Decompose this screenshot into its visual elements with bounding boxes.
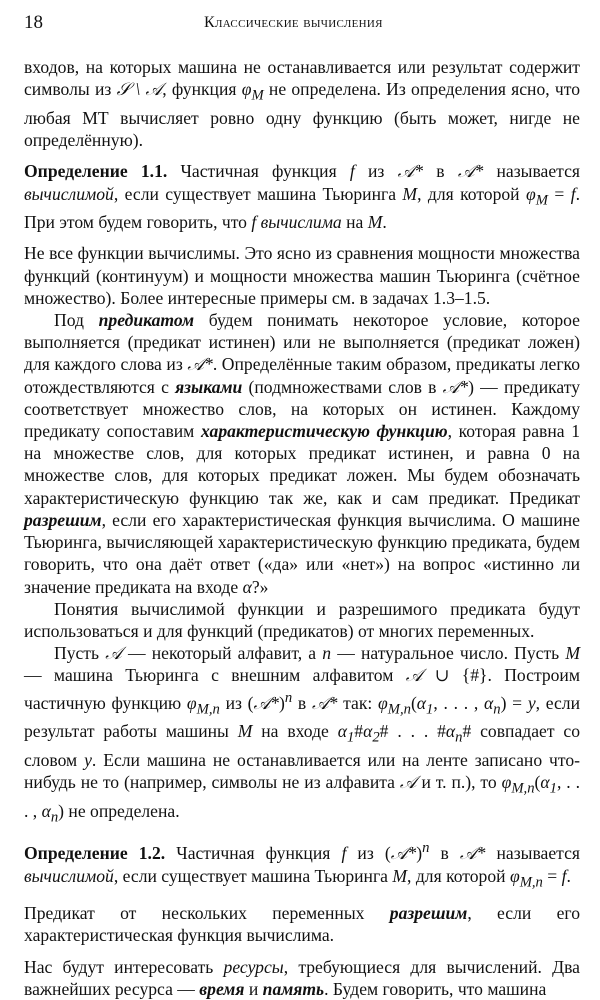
spacer bbox=[24, 828, 580, 837]
math-symbol: f bbox=[251, 212, 257, 233]
math-subscript: M,n bbox=[519, 874, 543, 891]
text-run: в bbox=[423, 161, 458, 182]
text-run: = bbox=[542, 865, 562, 886]
paragraph-computability bbox=[24, 242, 580, 309]
math-symbol: φ bbox=[378, 692, 388, 713]
text-run: Под bbox=[54, 310, 99, 331]
text-run: на входе bbox=[252, 721, 338, 742]
text-run: называется bbox=[483, 161, 580, 182]
text-run: ) = bbox=[500, 692, 528, 713]
text-run: , требующиеся для вычислений. Два важнейших ресурса — bbox=[24, 956, 580, 999]
spacer bbox=[24, 151, 580, 160]
math-symbol: f bbox=[341, 843, 347, 864]
text-run: # bbox=[354, 721, 364, 742]
text-run: . bbox=[382, 212, 387, 233]
text-run: не определена. Из определения ясно, что любая МТ вычисляет ровно одну функцию (быть может, нигде не определённую). bbox=[24, 79, 581, 151]
definition-1-2 bbox=[24, 837, 580, 893]
math-symbol: 𝒜* bbox=[442, 376, 469, 397]
math-subscript: M,n bbox=[196, 700, 220, 717]
math-symbol: 𝒜* bbox=[459, 843, 486, 864]
text-run: в bbox=[292, 692, 312, 713]
defined-term: языками bbox=[175, 376, 243, 397]
text-run: # . . . # bbox=[379, 721, 446, 742]
math-symbol: φ bbox=[509, 865, 520, 886]
text-run: ) bbox=[278, 692, 285, 713]
running-title: Классические вычисления bbox=[204, 14, 383, 31]
math-symbol: 𝒜* bbox=[397, 161, 424, 182]
text-run: , которая равна 1 на множестве слов, для которых предикат истинен, и равна 0 на множестве слов, для которых предикат ложен. Мы будем обозначать характеристическую функцию так же, как и сам предикат. Предикат bbox=[24, 421, 580, 508]
text-run: — некоторый алфавит, а bbox=[121, 643, 323, 664]
text-run: из ( bbox=[219, 692, 254, 713]
math-symbol: f bbox=[349, 161, 355, 182]
text-run: — машина Тьюринга с внешним алфавитом bbox=[24, 665, 406, 686]
math-symbol: α bbox=[416, 692, 427, 713]
emphasized-term: вычислимой bbox=[24, 183, 114, 204]
text-run: входов, на которых машина не останавливается или результат содержит символы из bbox=[24, 57, 580, 100]
math-subscript: n bbox=[50, 809, 59, 826]
text-run: Частичная функция bbox=[165, 843, 342, 864]
defined-term: предикатом bbox=[98, 310, 195, 331]
text-run: . При этом будем говорить, что bbox=[24, 183, 580, 233]
text-run: Понятия вычислимой функции и разрешимого предиката будут использоваться и для функций (предикатов) от многих переменных. bbox=[24, 598, 580, 641]
math-symbol: α bbox=[540, 772, 550, 793]
math-subscript: M,n bbox=[387, 700, 411, 717]
math-superscript: n bbox=[284, 689, 293, 706]
math-subscript: 2 bbox=[372, 729, 380, 746]
math-symbol: 𝒜* bbox=[390, 843, 417, 864]
text-run: , для которой bbox=[407, 865, 510, 886]
paragraph-predicates bbox=[24, 309, 580, 598]
text-run: Нас будут интересовать bbox=[24, 956, 224, 977]
text-run: Предикат от нескольких переменных bbox=[24, 903, 390, 924]
text-run: из bbox=[354, 161, 398, 182]
defined-term: разрешим bbox=[24, 509, 102, 530]
text-run: , если существует машина Тьюринга bbox=[113, 183, 403, 204]
math-symbol: M bbox=[565, 643, 580, 664]
text-run: ) — предикату соответствует множество слов, на которых он истинен. Каждому предикату сопоставим bbox=[24, 376, 580, 442]
text-run: ) не определена. bbox=[58, 800, 180, 821]
emphasized-term: вычислимой bbox=[24, 865, 114, 886]
math-symbol: 𝒮 \ 𝒜 bbox=[116, 79, 163, 100]
text-run: (подмножествами слов в bbox=[242, 376, 443, 397]
page-body bbox=[24, 56, 580, 1000]
defined-term: память bbox=[262, 978, 325, 999]
page-header bbox=[24, 6, 576, 40]
math-symbol: f bbox=[561, 865, 567, 886]
math-symbol: α bbox=[242, 576, 252, 597]
definition-label: Определение 1.1. bbox=[24, 161, 168, 182]
spacer bbox=[24, 947, 580, 956]
math-subscript: n bbox=[455, 729, 463, 746]
math-symbol: 𝒜 bbox=[399, 772, 417, 793]
text-run: ( bbox=[410, 692, 417, 713]
text-run: на bbox=[341, 212, 368, 233]
math-symbol: 𝒜* bbox=[311, 692, 338, 713]
defined-term: время bbox=[199, 978, 245, 999]
text-run: , если результат работы машины bbox=[24, 692, 580, 742]
math-symbol: M bbox=[367, 212, 383, 233]
math-symbol: 𝒜 bbox=[405, 665, 423, 686]
math-symbol: α bbox=[41, 800, 51, 821]
math-symbol: φ bbox=[186, 692, 197, 713]
spacer bbox=[24, 893, 580, 902]
spacer bbox=[24, 233, 580, 242]
text-run: и т. п.), то bbox=[416, 772, 502, 793]
math-subscript: M bbox=[251, 87, 264, 104]
text-run: в bbox=[429, 843, 460, 864]
math-symbol: α bbox=[337, 721, 347, 742]
text-run: ∪ {#}. Построим частичную функцию bbox=[24, 665, 580, 713]
text-run: , если его характеристическая функция вычислима. О машине Тьюринга, вычисляющей характеристическую функцию предиката, будем говорить, что она даёт ответ («да» или «нет») на вопрос «истинно ли значение предиката на входе bbox=[24, 509, 580, 597]
math-superscript: n bbox=[422, 840, 430, 857]
math-subscript: 1 bbox=[426, 700, 434, 717]
text-run: , если его характеристическая функция вычислима. bbox=[24, 903, 580, 946]
defined-term: разрешим bbox=[389, 903, 468, 924]
math-symbol: φ bbox=[241, 79, 252, 100]
text-run: , для которой bbox=[417, 183, 526, 204]
text-run: # совпадает со словом bbox=[24, 721, 580, 770]
paragraph-many-variables bbox=[24, 598, 580, 642]
math-subscript: n bbox=[493, 700, 501, 717]
math-symbol: 𝒜* bbox=[187, 354, 213, 375]
math-subscript: 1 bbox=[346, 729, 355, 746]
math-symbol: M bbox=[237, 721, 253, 742]
text-run: так: bbox=[337, 692, 378, 713]
text-run: называется bbox=[485, 843, 580, 864]
math-symbol: M bbox=[392, 865, 408, 886]
math-subscript: M,n bbox=[511, 780, 535, 797]
math-subscript: 1 bbox=[549, 780, 557, 797]
text-run: = bbox=[547, 183, 571, 204]
paragraph-decidable bbox=[24, 902, 580, 946]
text-run: ?» bbox=[251, 576, 269, 597]
text-run: , . . . , bbox=[24, 772, 581, 821]
paragraph-alphabet bbox=[24, 642, 580, 828]
math-symbol: 𝒜* bbox=[253, 692, 279, 713]
text-run: Не все функции вычислимы. Это ясно из сравнения мощности множества функций (континуум) и мощности множества машин Тьюринга (счётное множество). Более интересные примеры см. в задачах 1.3–1.5. bbox=[24, 243, 580, 308]
math-symbol: M bbox=[402, 183, 418, 204]
text-run: — натуральное число. Пусть bbox=[331, 643, 566, 664]
text-run: ) bbox=[416, 843, 423, 864]
emphasized-term: ресурсы bbox=[223, 956, 284, 977]
text-run: . Определённые таким образом, предикаты легко отождествляются с bbox=[24, 354, 580, 397]
math-symbol: 𝒜* bbox=[457, 161, 484, 182]
math-symbol: f bbox=[570, 183, 576, 204]
math-symbol: α bbox=[363, 721, 373, 742]
math-symbol: y bbox=[84, 749, 92, 770]
text-run: , функция bbox=[162, 79, 242, 100]
page-number: 18 bbox=[24, 12, 43, 33]
text-run: . bbox=[566, 865, 571, 886]
text-run: ( bbox=[534, 772, 541, 793]
text-run: будем понимать некоторое условие, которое выполняется (предикат истинен) или не выполняется (предикат ложен) для каждого слова из bbox=[24, 310, 580, 375]
text-run: из ( bbox=[346, 843, 391, 864]
emphasized-term: вычислима bbox=[260, 212, 342, 233]
defined-term: характеристическую функцию bbox=[200, 421, 448, 442]
definition-label: Определение 1.2. bbox=[24, 843, 166, 864]
definition-1-1 bbox=[24, 160, 580, 233]
text-run: . Если машина не останавливается или на ленте записано что-нибудь не то (например, символы не из алфавита bbox=[24, 749, 580, 793]
text-run: , . . . , bbox=[433, 692, 484, 713]
text-run: Пусть bbox=[54, 643, 106, 664]
math-symbol: 𝒜 bbox=[105, 643, 122, 664]
math-symbol: α bbox=[445, 721, 456, 742]
math-symbol: y bbox=[527, 692, 536, 713]
text-run: , если существует машина Тьюринга bbox=[113, 865, 393, 886]
math-symbol: φ bbox=[501, 772, 512, 793]
math-symbol: n bbox=[322, 643, 332, 664]
math-symbol: α bbox=[484, 692, 494, 713]
text-run: . Будем говорить, что машина bbox=[324, 978, 547, 999]
text-run: и bbox=[244, 978, 263, 999]
paragraph-resources bbox=[24, 956, 580, 1000]
text-run: Частичная функция bbox=[167, 161, 350, 182]
math-subscript: M bbox=[535, 192, 548, 209]
math-symbol: φ bbox=[526, 183, 536, 204]
paragraph-continuation bbox=[24, 56, 580, 151]
